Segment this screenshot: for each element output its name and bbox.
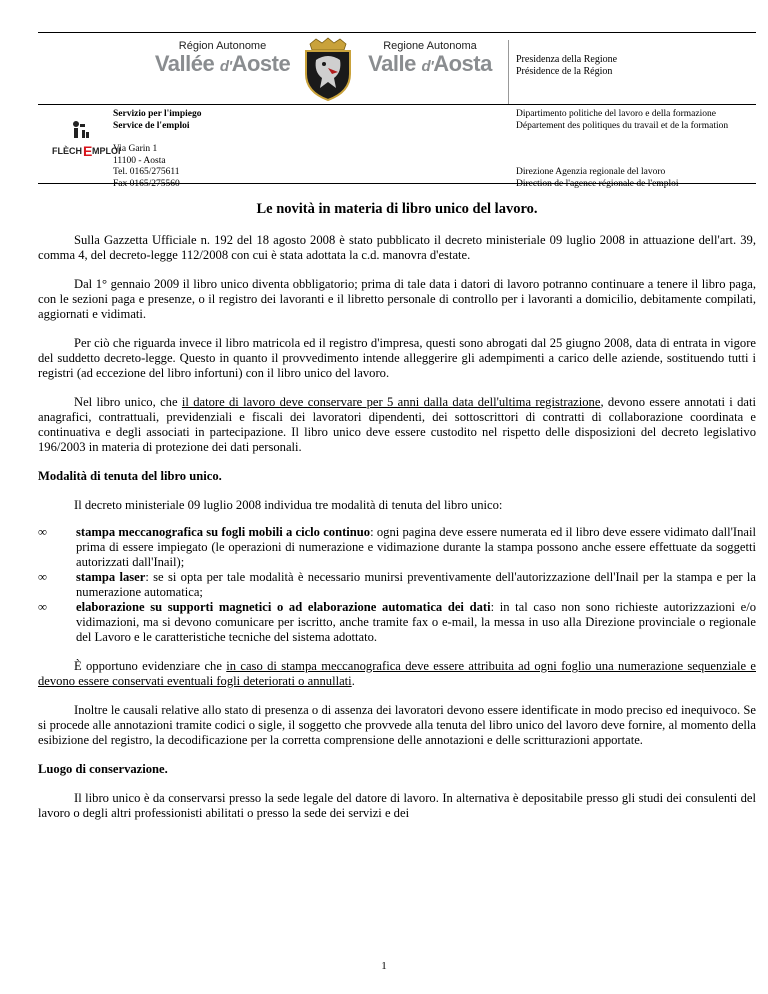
svg-text:MPLOI: MPLOI — [92, 146, 121, 156]
logo-it-title — [360, 52, 500, 79]
document-title: Le novità in materia di libro unico del lavoro. — [256, 201, 538, 217]
paragraph-4-start: Nel libro unico, che — [74, 395, 182, 409]
list-item-3-bold: elaborazione su supporti magnetici o ad elaborazione automatica dei dati — [76, 600, 491, 614]
list-item-1-text: : ogni pagina deve essere numerata ed il libro deve essere vidimato dall'Inail prima di essere impiegato (le operazioni di numerazione e vidimazione durante la stampa possono anche essere effettuate da soggetti autorizzati dall'Inail); — [76, 525, 757, 569]
header-rule — [38, 104, 756, 105]
service-fr: Service de l'emploi — [113, 120, 190, 131]
direction-it: Direzione Agenzia regionale del lavoro — [516, 167, 666, 177]
phone-number: Tel. 0165/275611 — [113, 167, 180, 177]
paragraph-5: Il decreto ministeriale 09 luglio 2008 individua tre modalità di tenuta del libro unico: — [74, 498, 503, 512]
direction-fr: Direction de l'agence régionale de l'emploi — [516, 178, 679, 189]
logo-fr-title — [150, 52, 295, 79]
list-item — [38, 570, 756, 600]
document-body — [38, 200, 756, 835]
list-item-3-text: : in tal caso non sono richieste autorizzazioni e/o vidimazioni, ma si devono comunicare per iscritto, anche tramite fax o e-mail, la messa in uso alla Direzione provinciale o regionale del Lavoro e le caratteristiche tecniche del sistema adottato. — [76, 600, 757, 644]
logo-fr-word2: Aoste — [231, 51, 291, 76]
presidency-block — [516, 54, 617, 78]
paragraph-3: Per ciò che riguarda invece il libro matricola ed il registro d'impresa, questi sono abrogati dal 25 giugno 2008, data di entrata in vigore del suddetto decreto-legge. Questo in quanto il provvedimento intende alleggerire gli adempimenti a carico delle aziende, sostituendo tutti i registri (ad eccezione del libro infortuni) con il libro unico del lavoro. — [38, 336, 756, 380]
presidency-it: Presidenza della Regione — [516, 54, 618, 65]
paragraph-4-underline: il datore di lavoro deve conservare per 5 anni dalla data dell'ultima registrazione — [181, 395, 601, 409]
logo-fr-word1: Vallée — [154, 51, 215, 76]
list-item-1-bold: stampa meccanografica su fogli mobili a ciclo continuo — [76, 525, 371, 539]
direction-block — [516, 167, 678, 190]
bullet-icon: ∞ — [38, 600, 47, 614]
paragraph-6 — [38, 659, 756, 689]
department-it: Dipartimento politiche del lavoro e della formazione — [516, 109, 716, 119]
svg-text:E: E — [83, 143, 93, 159]
logo-fr-d: d' — [219, 58, 232, 75]
paragraph-4 — [38, 395, 756, 455]
logo-it-subtitle: Regione Autonoma — [383, 40, 477, 52]
logo-vallee-daoste — [150, 40, 295, 90]
paragraph-2: Dal 1° gennaio 2009 il libro unico diventa obbligatorio; prima di tale data i datori di lavoro potranno continuare a tenere il libro paga, con le sezioni paga e presenze, o il registro dei lavoranti e il libretto personale di controllo per i lavoranti a domicilio, debitamente compilati, aggiornati e vidimati. — [38, 277, 756, 321]
list-item-2-text: : se si opta per tale modalità è necessario munirsi preventivamente dell'autorizzazione dell'Inail per la stampa e per la numerazione automatica; — [76, 570, 756, 599]
paragraph-7: Inoltre le causali relative allo stato di presenza o di assenza dei lavoratori devono essere identificate in modo preciso ed inequivoco. Se si procede alle annotazioni tramite codici o sigle, il soggetto che provvede alla tenuta del libro unico del lavoro deve fornire, al momento della esibizione del registro, la decodificazione per la corretta comprensione delle annotazioni e delle scritturazioni apportate. — [38, 703, 756, 747]
header-divider — [508, 40, 509, 104]
paragraph-6-start: È opportuno evidenziare che — [74, 659, 227, 673]
flechemploi-logo-icon — [52, 118, 121, 160]
section-heading-modalita: Modalità di tenuta del libro unico. — [38, 469, 222, 483]
modalita-list — [38, 525, 756, 645]
paragraph-8: Il libro unico è da conservarsi presso la sede legale del datore di lavoro. In alternativa è depositabile presso gli studi dei consulenti del lavoro o degli altri professionisti abilitati o presso la sede dei servizi e dei — [38, 791, 756, 820]
logo-valle-daosta — [360, 40, 500, 90]
paragraph-1: Sulla Gazzetta Ufficiale n. 192 del 18 agosto 2008 è stato pubblicato il decreto ministeriale 09 luglio 2008 in attuazione dell'art. 39, comma 4, del decreto-legge 112/2008 con cui è stata adottata la c.d. manovra d'estate. — [38, 233, 756, 262]
service-block — [113, 109, 201, 132]
logo-fr-subtitle: Région Autonome — [178, 40, 267, 52]
department-fr: Département des politiques du travail et de la formation — [516, 120, 729, 131]
fax-number: Fax 0165/275560 — [113, 178, 180, 189]
logo-it-d: d' — [421, 58, 434, 75]
list-item — [38, 525, 757, 570]
department-block — [516, 109, 756, 132]
top-rule — [38, 32, 756, 33]
coat-of-arms-icon — [298, 38, 358, 102]
address-city: 11100 - Aosta — [113, 155, 166, 166]
section-heading-luogo: Luogo di conservazione. — [38, 762, 168, 776]
paragraph-4-end: , devono essere annotati i dati anagrafici, contrattuali, previdenziali e fiscali dei lavoratori dipendenti, dei sottoscrittori di contratti di collaborazione coordinata e continuativa e degli associati in partecipazione. Il libro unico deve essere custodito nel rispetto delle disposizioni del decreto legislativo 196/2003 in materia di protezione dei dati personali. — [38, 395, 757, 454]
header-bottom-rule — [38, 183, 756, 184]
list-item — [38, 600, 757, 645]
svg-text:FLÈCH: FLÈCH — [52, 146, 82, 156]
page-number: 1 — [381, 960, 387, 972]
bullet-icon: ∞ — [38, 525, 47, 539]
address-street: Via Garin 1 — [113, 144, 158, 154]
paragraph-6-end: . — [351, 674, 355, 688]
presidency-fr: Présidence de la Région — [516, 66, 613, 77]
list-item-2-bold: stampa laser — [76, 570, 146, 584]
bullet-icon: ∞ — [38, 570, 47, 584]
paragraph-6-underline: in caso di stampa meccanografica deve essere attribuita ad ogni foglio una numerazione sequenziale e devono essere conservati eventuali fogli deteriorati o annullati — [38, 659, 756, 688]
logo-it-word1: Valle — [368, 51, 416, 76]
service-it: Servizio per l'impiego — [113, 109, 202, 119]
logo-it-word2: Aosta — [433, 51, 492, 76]
